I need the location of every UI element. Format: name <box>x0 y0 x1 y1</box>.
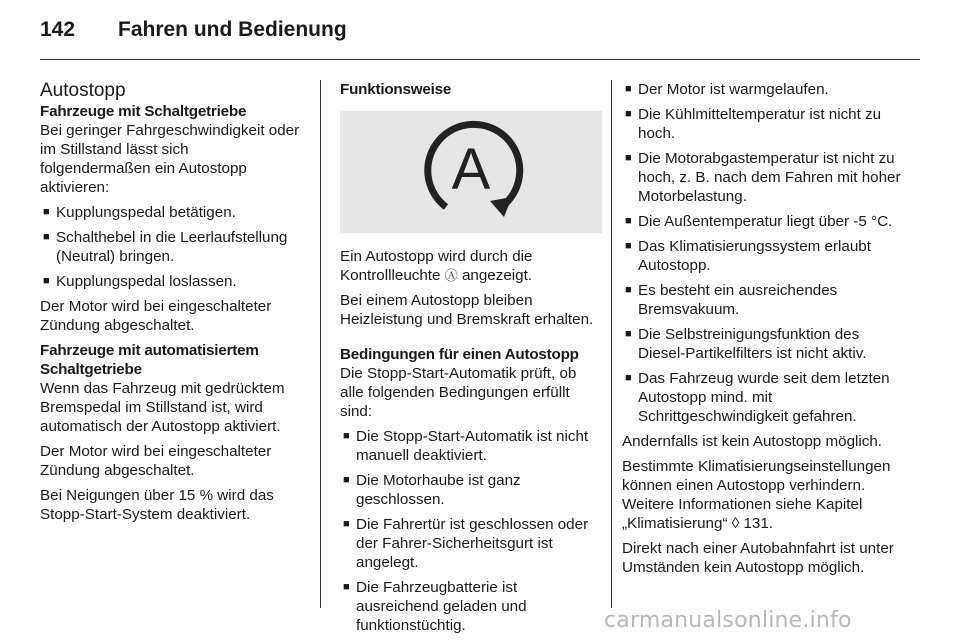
list-item: ■ Die Stopp-Start-Automatik ist nicht manuell deaktiviert. <box>340 427 602 465</box>
subheading-conditions: Bedingungen für einen Autostopp <box>340 346 579 363</box>
column-2 <box>340 80 602 641</box>
paragraph: Der Motor wird bei eingeschalteter Zündung abgeschaltet. <box>40 443 272 479</box>
paragraph: Wenn das Fahrzeug mit gedrücktem Bremspedal im Stillstand ist, wird automatisch der Autostopp aktiviert. <box>40 380 285 435</box>
page-reference[interactable]: 131. <box>739 515 774 532</box>
list-item: ■ Die Fahrertür ist geschlossen oder der Fahrer-Sicherheitsgurt ist angelegt. <box>340 515 602 572</box>
page-reference-arrow-icon: ◊ <box>731 515 740 532</box>
list-item: ■ Die Kühlmitteltemperatur ist nicht zu hoch. <box>622 105 904 143</box>
list-item: ■ Die Motorhaube ist ganz geschlossen. <box>340 471 602 509</box>
autostop-icon <box>406 117 536 227</box>
list-item: ■ Es besteht ein ausreichendes Bremsvakuum. <box>622 281 904 319</box>
subheading-function: Funktionsweise <box>340 81 452 98</box>
list-item: ■ Die Außentemperatur liegt über -5 °C. <box>622 212 904 231</box>
paragraph <box>340 247 602 285</box>
icon-letter: A <box>451 137 491 202</box>
section-title: Autostopp <box>40 80 126 101</box>
chapter-title: Fahren und Bedienung <box>118 18 347 41</box>
paragraph: Direkt nach einer Autobahnfahrt ist unter Umständen kein Autostopp möglich. <box>622 540 894 576</box>
page-number: 142 <box>40 18 76 41</box>
column-divider-2 <box>611 80 612 608</box>
subheading-automated: Fahrzeuge mit automatisiertem Schaltgetriebe <box>40 342 259 378</box>
list-item: ■ Die Fahrzeugbatterie ist ausreichend geladen und funktionstüchtig. <box>340 578 602 635</box>
paragraph: Bei Neigungen über 15 % wird das Stopp-Start-System deaktiviert. <box>40 487 274 523</box>
text-span: Ein Autostopp wird durch die Kontrollleuchte <box>340 248 533 284</box>
paragraph: Der Motor wird bei eingeschalteter Zündung abgeschaltet. <box>40 298 272 334</box>
list-item: ■ Das Klimatisierungssystem erlaubt Autostopp. <box>622 237 904 275</box>
column-1 <box>40 80 302 530</box>
list-item: ■ Das Fahrzeug wurde seit dem letzten Autostopp mind. mit Schrittgeschwindigkeit gefahren. <box>622 369 904 426</box>
autostop-indicator-icon: Ⓐ <box>444 268 458 283</box>
column-divider-1 <box>320 80 321 608</box>
intro-text: Bei geringer Fahrgeschwindigkeit oder im Stillstand lässt sich folgendermaßen ein Autostopp aktivieren: <box>40 122 300 196</box>
page-header <box>40 18 920 48</box>
text-span: angezeigt. <box>457 267 533 284</box>
subheading-manual: Fahrzeuge mit Schaltgetriebe <box>40 103 247 120</box>
paragraph <box>622 457 904 533</box>
list-item: ■ Die Selbstreinigungsfunktion des Diesel-Partikelfilters ist nicht aktiv. <box>622 325 904 363</box>
paragraph: Die Stopp-Start-Automatik prüft, ob alle folgenden Bedingungen erfüllt sind: <box>340 365 577 420</box>
header-rule <box>40 59 920 60</box>
list-item: ■ Kupplungspedal betätigen. <box>40 203 302 222</box>
column-3 <box>622 80 904 583</box>
list-item: ■ Der Motor ist warmgelaufen. <box>622 80 904 99</box>
list-item: ■ Schalthebel in die Leerlaufstellung (Neutral) bringen. <box>40 228 302 266</box>
autostop-illustration <box>340 111 602 233</box>
text-span: Bestimmte Klimatisierungseinstellungen können einen Autostopp verhindern. Weitere Informationen siehe Kapitel „Klimatisierung“ <box>622 458 891 532</box>
watermark: carmanualsonline.info <box>604 608 852 633</box>
list-item: ■ Die Motorabgastemperatur ist nicht zu hoch, z. B. nach dem Fahren mit hoher Motorbelastung. <box>622 149 904 206</box>
list-item: ■ Kupplungspedal loslassen. <box>40 272 302 291</box>
paragraph: Andernfalls ist kein Autostopp möglich. <box>622 433 883 450</box>
paragraph: Bei einem Autostopp bleiben Heizleistung und Bremskraft erhalten. <box>340 292 594 328</box>
